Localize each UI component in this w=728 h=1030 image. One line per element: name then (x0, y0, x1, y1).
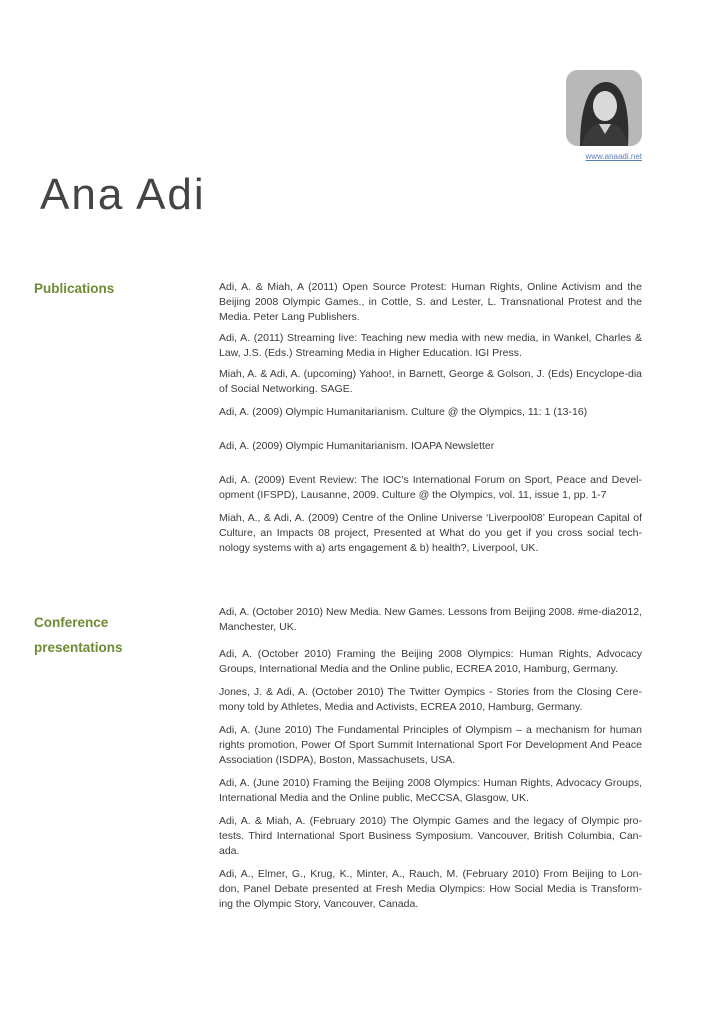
publication-item: Miah, A., & Adi, A. (2009) Centre of the Online Universe ‘Liverpool08’ European Capital of Culture, an Impacts 08 project, Presented at What do you get if you cross social tech-nology systems with a) arts engagement & b) health?, Liverpool, UK. (219, 512, 642, 554)
publications-list (219, 280, 642, 556)
conference-item: Adi, A. (June 2010) Framing the Beijing 2008 Olympics: Human Rights, Advocacy Groups, International Media and the Online public, MeCCSA, Glasgow, UK. (219, 777, 642, 804)
conference-item: Adi, A. (June 2010) The Fundamental Principles of Olympism – a mechanism for human rights promotion, Power Of Sport Summit International Sport For Development And Peace Association (ISDPA), Boston, Massachusets, USA. (219, 724, 642, 766)
conference-item: Jones, J. & Adi, A. (October 2010) The Twitter Oympics - Stories from the Closing Cere-mony told by Athletes, Media and Activists, ECREA 2010, Hamburg, Germany. (219, 686, 642, 713)
conference-list (219, 605, 642, 912)
publication-item: Adi, A. (2009) Event Review: The IOC’s International Forum on Sport, Peace and Devel-opment (IFSPD), Lausanne, 2009. Culture @ the Olympics, vol. 11, issue 1, pp. 1-7 (219, 474, 642, 501)
section-title-presentations: presentations (34, 640, 123, 655)
profile-photo (566, 70, 642, 146)
publication-item: Adi, A. & Miah, A (2011) Open Source Protest: Human Rights, Online Activism and the Beijing 2008 Olympic Games., in Cottle, S. and Lester, L. Transnational Protest and the Media. Peter Lang Publishers. (219, 281, 642, 323)
conference-item: Adi, A. & Miah, A. (February 2010) The Olympic Games and the legacy of Olympic pro-tests. Third International Sport Business Symposium. Vancouver, British Columbia, Can-ada. (219, 815, 642, 857)
section-title-conference: Conference (34, 615, 109, 630)
person-name: Ana Adi (40, 170, 206, 219)
conference-item: Adi, A. (October 2010) Framing the Beijing 2008 Olympics: Human Rights, Advocacy Groups, International Media and the Online public, ECREA 2010, Hamburg, Germany. (219, 648, 642, 675)
publication-item: Adi, A. (2009) Olympic Humanitarianism. IOAPA Newsletter (219, 440, 495, 452)
website-link[interactable]: www.anaadi.net (585, 152, 642, 161)
publication-item: Adi, A. (2011) Streaming live: Teaching new media with new media, in Wankel, Charles & Law, J.S. (Eds.) Streaming Media in Higher Education. IGI Press. (219, 332, 642, 359)
conference-item: Adi, A. (October 2010) New Media. New Games. Lessons from Beijing 2008. #me-dia2012, Manchester, UK. (219, 606, 642, 633)
section-title-publications: Publications (34, 281, 115, 296)
profile-photo-icon (566, 70, 642, 146)
publication-item: Adi, A. (2009) Olympic Humanitarianism. Culture @ the Olympics, 11: 1 (13-16) (219, 406, 588, 418)
publication-item: Miah, A. & Adi, A. (upcoming) Yahoo!, in Barnett, George & Golson, J. (Eds) Encyclope-dia of Social Networking. SAGE. (219, 368, 642, 395)
conference-item: Adi, A., Elmer, G., Krug, K., Minter, A., Rauch, M. (February 2010) From Beijing to Lon-don, Panel Debate presented at Fresh Media Olympics: How Social Media is Transform-ing the Olympic Story, Vancouver, Canada. (219, 868, 642, 910)
